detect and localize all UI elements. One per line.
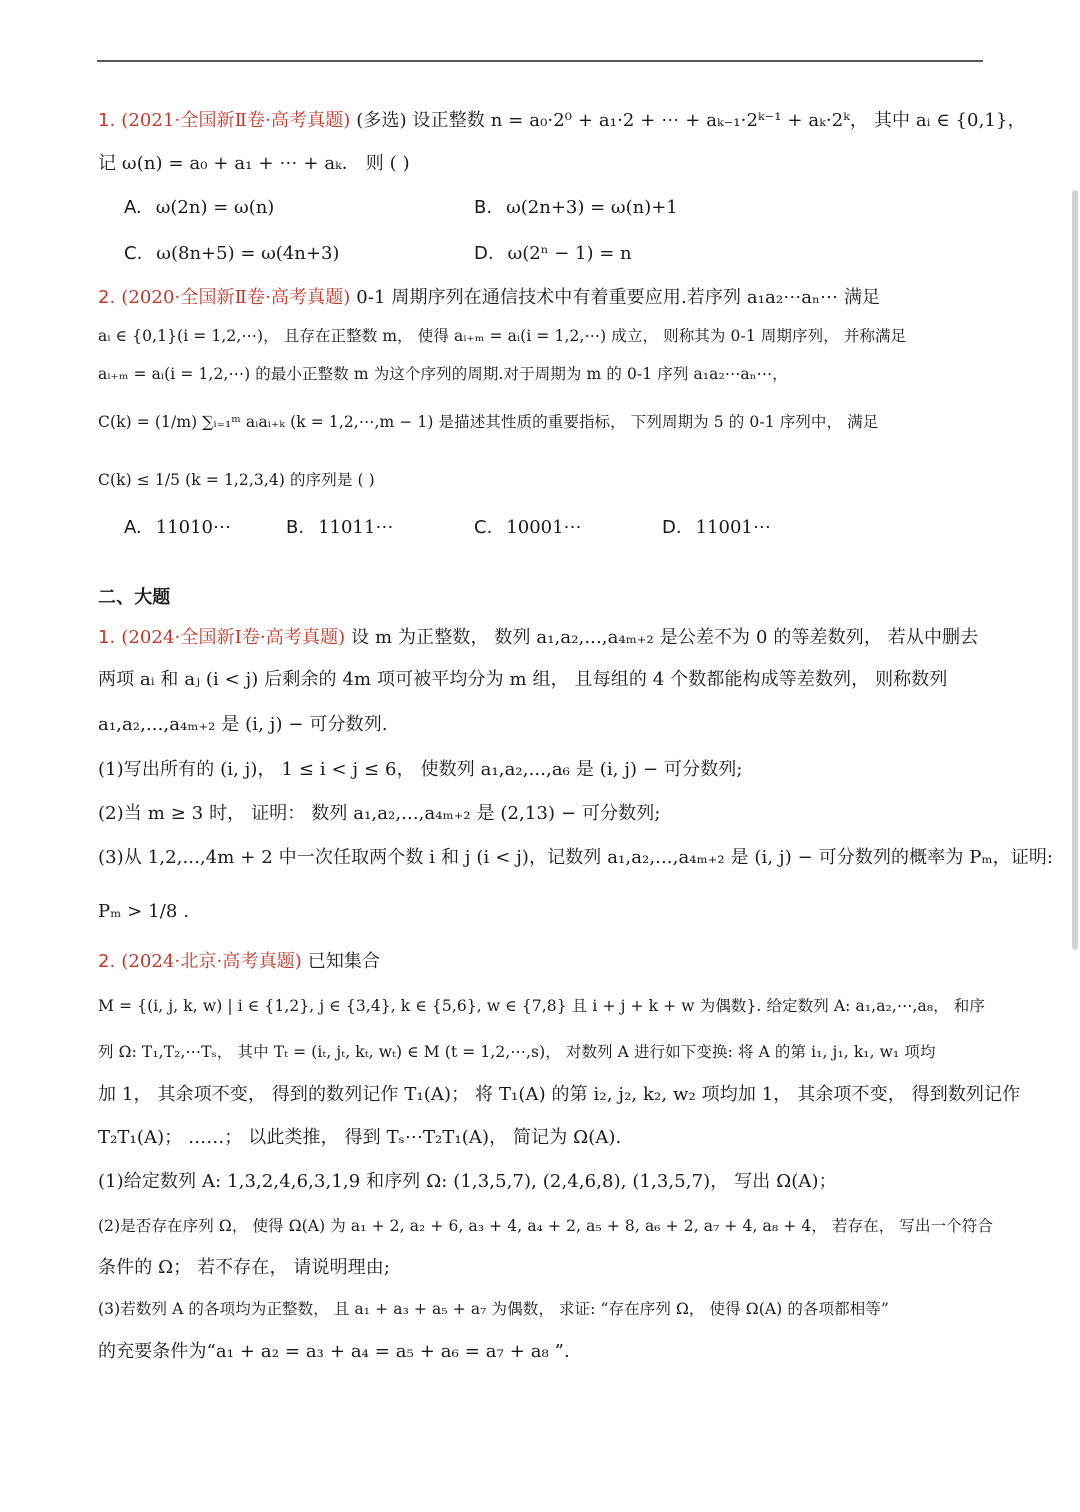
p1-line1 bbox=[98, 109, 1026, 133]
q1-part3-cont: Pₘ > 1/8 . bbox=[98, 901, 190, 922]
p2-line3: aᵢ₊ₘ = aᵢ(i = 1,2,⋯) 的最小正整数 m 为这个序列的周期.对于周期为 m 的 0-1 序列 a₁a₂⋯aₙ⋯， bbox=[98, 365, 788, 383]
option-letter: A. bbox=[124, 517, 142, 538]
q2-part2: (2)是否存在序列 Ω， 使得 Ω(A) 为 a₁ + 2, a₂ + 6, a₃ + 4, a₄ + 2, a₅ + 8, a₆ + 2, a₇ + 4, a₈ + 4， 若存在， 写出一个符合 bbox=[98, 1217, 993, 1235]
q1-line2: 两项 aᵢ 和 aⱼ (i < j) 后剩余的 4m 项可被平均分为 m 组， 且每组的 4 个数都能构成等差数列， 则称数列 bbox=[98, 669, 948, 690]
option-text: 10001⋯ bbox=[506, 517, 582, 538]
p2-option-b[interactable] bbox=[286, 516, 393, 540]
p1-option-c[interactable] bbox=[124, 242, 339, 266]
option-letter: C. bbox=[124, 243, 143, 264]
q2-line5: T₂T₁(A)； ……； 以此类推， 得到 Tₛ⋯T₂T₁(A)， 简记为 Ω(A). bbox=[98, 1127, 622, 1148]
q2-line1 bbox=[98, 950, 380, 974]
option-text: ω(2n) = ω(n) bbox=[155, 197, 275, 218]
p2-line2: aᵢ ∈ {0,1}(i = 1,2,⋯)， 且存在正整数 m， 使得 aᵢ₊ₘ = aᵢ(i = 1,2,⋯) 成立， 则称其为 0-1 周期序列， 并称满足 bbox=[98, 327, 907, 345]
option-letter: D. bbox=[662, 517, 682, 538]
option-letter: D. bbox=[474, 243, 494, 264]
p1-line2: 记 ω(n) = a₀ + a₁ + ⋯ + aₖ． 则 ( ) bbox=[98, 153, 410, 174]
p2-line4: C(k) = (1/m) ∑ᵢ₌₁ᵐ aᵢaᵢ₊ₖ (k = 1,2,⋯,m − 1) 是描述其性质的重要指标， 下列周期为 5 的 0-1 序列中， 满足 bbox=[98, 413, 879, 431]
p2-option-a[interactable] bbox=[124, 516, 231, 540]
p1-option-a[interactable] bbox=[124, 196, 274, 220]
q1-line1 bbox=[98, 626, 978, 650]
option-text: 11010⋯ bbox=[155, 517, 231, 538]
q1-part2: (2)当 m ≥ 3 时， 证明： 数列 a₁,a₂,...,a₄ₘ₊₂ 是 (2,13) − 可分数列; bbox=[98, 803, 661, 824]
p2-line1 bbox=[98, 286, 880, 310]
section-heading: 二、大题 bbox=[98, 587, 171, 608]
p2-option-d[interactable] bbox=[662, 516, 771, 540]
p1-number: 1. bbox=[98, 110, 116, 131]
q2-line3: 列 Ω: T₁,T₂,⋯Tₛ， 其中 Tₜ = (iₜ, jₜ, kₜ, wₜ) ∈ M (t = 1,2,⋯,s)， 对数列 A 进行如下变换: 将 A 的第 i₁, j₁, k₁, w₁ 项均 bbox=[98, 1043, 936, 1061]
p1-stem: (多选) 设正整数 n = a₀·2⁰ + a₁·2 + ⋯ + aₖ₋₁·2ᵏ⁻¹ + aₖ·2ᵏ， 其中 aᵢ ∈ {0,1}， bbox=[356, 110, 1026, 131]
q1-number: 1. bbox=[98, 627, 116, 648]
q1-stem: 设 m 为正整数， 数列 a₁,a₂,...,a₄ₘ₊₂ 是公差不为 0 的等差数列， 若从中删去 bbox=[351, 627, 979, 648]
p2-stem: 0-1 周期序列在通信技术中有着重要应用.若序列 a₁a₂⋯aₙ⋯ 满足 bbox=[356, 287, 881, 308]
p1-option-b[interactable] bbox=[474, 196, 678, 220]
top-divider bbox=[97, 60, 983, 62]
q2-stem: 已知集合 bbox=[307, 951, 381, 972]
option-text: ω(2n+3) = ω(n)+1 bbox=[506, 197, 678, 218]
q2-part1: (1)给定数列 A: 1,3,2,4,6,3,1,9 和序列 Ω: (1,3,5,7), (2,4,6,8), (1,3,5,7)， 写出 Ω(A)； bbox=[98, 1171, 837, 1192]
option-letter: A. bbox=[124, 197, 142, 218]
option-letter: B. bbox=[474, 197, 493, 218]
q2-line2: M = {(i, j, k, w) | i ∈ {1,2}, j ∈ {3,4}, k ∈ {5,6}, w ∈ {7,8} 且 i + j + k + w 为偶数}. 给定数列 A: a₁,a₂,⋯,a₈， 和序 bbox=[98, 997, 986, 1015]
q2-line4: 加 1， 其余项不变， 得到的数列记作 T₁(A)； 将 T₁(A) 的第 i₂, j₂, k₂, w₂ 项均加 1， 其余项不变， 得到数列记作 bbox=[98, 1084, 1021, 1105]
q2-part3-cont: 的充要条件为“a₁ + a₂ = a₃ + a₄ = a₅ + a₆ = a₇ + a₈ ”. bbox=[98, 1341, 570, 1362]
p2-option-c[interactable] bbox=[474, 516, 582, 540]
option-text: ω(8n+5) = ω(4n+3) bbox=[156, 243, 340, 264]
p2-number: 2. bbox=[98, 287, 116, 308]
option-text: 11001⋯ bbox=[695, 517, 771, 538]
q2-source: (2024·北京·高考真题) bbox=[121, 951, 302, 972]
p1-source: (2021·全国新Ⅱ卷·高考真题) bbox=[121, 110, 351, 131]
q2-part2-cont: 条件的 Ω； 若不存在， 请说明理由; bbox=[98, 1257, 391, 1278]
option-text: 11011⋯ bbox=[318, 517, 394, 538]
option-text: ω(2ⁿ − 1) = n bbox=[507, 243, 632, 264]
option-letter: B. bbox=[286, 517, 305, 538]
p2-source: (2020·全国新Ⅱ卷·高考真题) bbox=[121, 287, 351, 308]
q2-part3: (3)若数列 A 的各项均为正整数， 且 a₁ + a₃ + a₅ + a₇ 为偶数， 求证: “存在序列 Ω， 使得 Ω(A) 的各项都相等” bbox=[98, 1300, 889, 1318]
option-letter: C. bbox=[474, 517, 493, 538]
q1-part3: (3)从 1,2,...,4m + 2 中一次任取两个数 i 和 j (i < j)，记数列 a₁,a₂,...,a₄ₘ₊₂ 是 (i, j) − 可分数列的概率为 Pₘ，证明: bbox=[98, 847, 1054, 868]
q1-line3: a₁,a₂,...,a₄ₘ₊₂ 是 (i, j) − 可分数列. bbox=[98, 714, 388, 735]
p1-option-d[interactable] bbox=[474, 242, 632, 266]
q1-part1: (1)写出所有的 (i, j)， 1 ≤ i < j ≤ 6， 使数列 a₁,a₂,...,a₆ 是 (i, j) − 可分数列; bbox=[98, 759, 743, 780]
p2-line5: C(k) ≤ 1/5 (k = 1,2,3,4) 的序列是 ( ) bbox=[98, 471, 375, 489]
scrollbar[interactable] bbox=[1072, 190, 1078, 950]
q1-source: (2024·全国新Ⅰ卷·高考真题) bbox=[121, 627, 346, 648]
q2-number: 2. bbox=[98, 951, 116, 972]
